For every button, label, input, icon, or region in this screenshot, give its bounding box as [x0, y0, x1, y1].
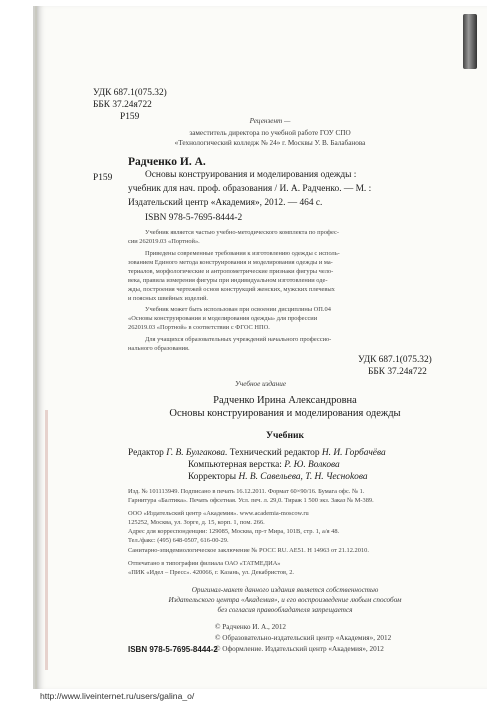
- abstract-p2-l1: Приведены современные требования к изготовлению одежды с исполь-: [145, 250, 340, 257]
- udk-code-right: УДК 687.1(075.32): [358, 355, 432, 365]
- correctors-label: Корректоры: [188, 472, 237, 482]
- imprint-line-5: Адрес для корреспонденции: 129085, Москва, пр-т Мира, 101В, стр. 1, а/я 48.: [128, 528, 340, 535]
- imprint-line-4: 125252, Москва, ул. Зорге, д. 15, корп. 1, пом. 266.: [128, 519, 265, 526]
- bib-line-1: Основы конструирования и моделирования одежды :: [145, 170, 357, 180]
- abstract-p2-l4: века, правила измерения фигуры при индивидуальном изготовлении оде-: [128, 277, 328, 284]
- author-mark: Р159: [120, 112, 140, 122]
- imprint-line-9: «ПИК «Идел – Пресс». 420066, г. Казань, ул. Декабристов, 2.: [128, 569, 295, 576]
- binder-clip: [463, 14, 477, 69]
- abstract-p4-l1: Для учащихся образовательных учреждений начального профессио-: [145, 336, 332, 343]
- bib-line-2: учебник для нач. проф. образования / И. А. Радченко. — М. :: [128, 184, 372, 194]
- reviewer-title: Рецензент —: [249, 117, 291, 125]
- bottom-isbn: ISBN 978-5-7695-8444-2: [128, 645, 218, 654]
- imprint-line-8: Отпечатано в типографии филиала ОАО «ТАТМЕДИА»: [128, 560, 281, 567]
- imprint-line-3: ООО «Издательский центр «Академия». www.academia-moscow.ru: [128, 510, 309, 517]
- tech-editor-label: Технический редактор: [229, 448, 320, 458]
- bib-line-3: Издательский центр «Академия», 2012. — 464 с.: [128, 198, 323, 208]
- rights-notice-2: Издательского центра «Академия», и его воспроизведение любым способом: [168, 596, 402, 604]
- editor-line: [128, 447, 386, 459]
- copyright-design: © Оформление. Издательский центр «Академия», 2012: [215, 645, 384, 653]
- layout-name: Р. Ю. Волкова: [284, 460, 340, 470]
- bbk-code: ББК 37.24я722: [93, 100, 152, 110]
- edition-label: Учебное издание: [235, 380, 287, 388]
- watermark-url: http://www.liveinternet.ru/users/galina_o/: [40, 691, 195, 701]
- abstract-p3-l3: 262019.03 «Портной» в соответствии с ФГОС НПО.: [128, 324, 270, 331]
- reviewer-line-2: «Технологический колледж № 24» г. Москвы У. В. Балабанова: [174, 139, 366, 147]
- correctors-line: [188, 471, 368, 483]
- abstract-p2-l3: териалов, морфологические и антропометрические признаки фигуры чело-: [128, 268, 334, 275]
- correctors-names: Н. В. Савельева, Т. Н. Чесноkова: [238, 472, 368, 482]
- rights-notice-1: Оригинал-макет данного издания является собственностью: [191, 586, 379, 594]
- rights-notice-3: без согласия правообладателя запрещается: [217, 606, 353, 614]
- imprint-line-2: Гарнитура «Балтика». Печать офсетная. Усл. печ. л. 29,0. Тираж 1 500 экз. Заказ № М-389.: [128, 497, 374, 504]
- abstract-p3-l1: Учебник может быть использован при освоении дисциплины ОП.04: [145, 306, 331, 313]
- abstract-p4-l2: нального образования.: [128, 345, 190, 352]
- abstract-p1-l2: сии 262019.03 «Портной».: [128, 238, 200, 245]
- abstract-p3-l2: «Основы конструирования и моделирования одежды» для профессии: [128, 315, 318, 322]
- copyright-author: © Радченко И. А., 2012: [215, 623, 287, 631]
- abstract-p2-l2: зованием Единого метода конструирования и моделирования одежды и ма-: [128, 259, 333, 266]
- bib-isbn: ISBN 978-5-7695-8444-2: [145, 213, 243, 223]
- abstract-p2-l6: и поясных швейных изделий.: [128, 295, 209, 302]
- copyright-center: © Образовательно-издательский центр «Академия», 2012: [215, 634, 392, 642]
- layout-line: [188, 459, 340, 471]
- abstract-p1-l1: Учебник является частью учебно-методического комплекта по профес-: [145, 229, 339, 236]
- reviewer-line-1: заместитель директора по учебной работе ГОУ СПО: [189, 129, 351, 137]
- imprint-line-6: Тел./факс: (495) 648-0507, 616-00-29.: [128, 537, 229, 544]
- udk-code: УДК 687.1(075.32): [93, 88, 167, 98]
- layout-label: Компьютерная верстка:: [188, 460, 282, 470]
- abstract-p2-l5: жды, построения чертежей основ конструкций женских, мужских плечевых: [128, 286, 335, 293]
- book-type: Учебник: [265, 430, 305, 441]
- bbk-code-right: ББК 37.24я722: [368, 367, 427, 377]
- book-title: Основы конструирования и моделирования одежды: [169, 408, 401, 419]
- author-full: Радченко Ирина Александровна: [213, 395, 357, 406]
- author-heading: Радченко И. А.: [128, 156, 206, 168]
- editor-name: Г. В. Булгакова.: [166, 448, 228, 458]
- side-code: Р159: [93, 173, 113, 183]
- scan-edge-tint: [45, 410, 48, 670]
- imprint-line-7: Санитарно-эпидемиологическое заключение № РОСС RU. AE51. Н 14963 от 21.12.2010.: [128, 547, 369, 554]
- tech-editor-name: Н. И. Горбачёва: [321, 448, 386, 458]
- editor-label: Редактор: [128, 448, 164, 458]
- imprint-line-1: Изд. № 101113949. Подписано в печать 16.12.2011. Формат 60×90/16. Бумага офс. № 1.: [128, 488, 365, 495]
